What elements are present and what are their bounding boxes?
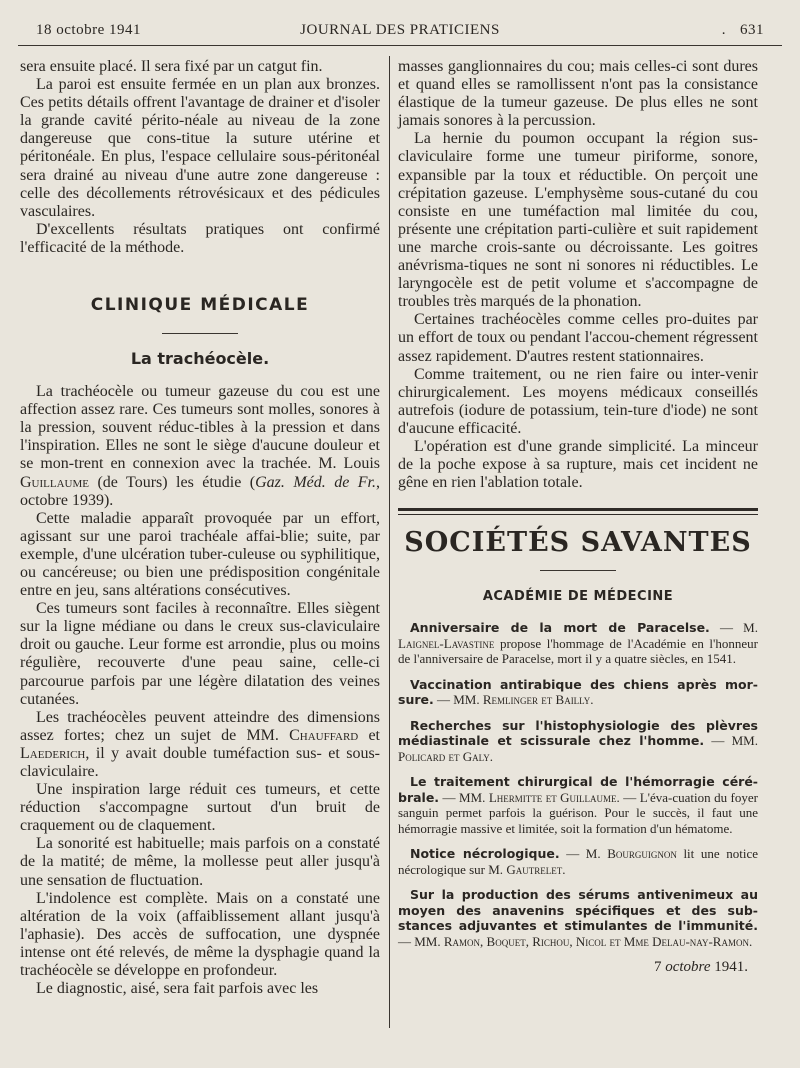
section-banner: SOCIÉTÉS SAVANTES [404, 527, 752, 559]
issue-date: 18 octobre 1941 [36, 22, 141, 38]
paragraph: La sonorité est habituelle; mais parfois on a constaté de la matité; de même, la mollesse peut aller jusqu'à une sensation de fluctuation. [20, 835, 380, 889]
paragraph: Certaines trachéocèles comme celles pro-duites par un effort de toux ou pendant l'accou-chement régressent assez rapidement. D'autres restent stationnaires. [398, 311, 758, 365]
author-name: Guillaume [20, 473, 89, 491]
section-rule [162, 333, 238, 334]
journal-title: JOURNAL DES PRATICIENS [300, 22, 500, 38]
header-rule [18, 45, 782, 46]
section-title: CLINIQUE MÉDICALE [90, 295, 310, 316]
paragraph: Comme traitement, ou ne rien faire ou inter-venir chirurgicalement. Les moyens médicaux conseillés autrefois (iodure de potassium, tein-ture d'iode) ne sont d'aucune efficacité. [398, 365, 758, 437]
paragraph: L'opération est d'une grande simplicité. La minceur de la poche expose à sa rupture, mais cet incident ne gêne en rien l'ablation totale. [398, 437, 758, 492]
paragraph: La trachéocèle ou tumeur gazeuse du cou est une affection assez rare. Ces tumeurs sont molles, sonores à la pression, souvent réduc-tibles à la pression et dans l'inspiration. Elles ne sont le siège d'aucune douleur et se mon-trent en connexion avec la trachée. M. Louis Guillaume (de Tours) les étudie (Gaz. Méd. de Fr., octobre 1939). [20, 383, 381, 509]
paragraph: L'indolence est complète. Mais on a constaté une altération de la voix (affaiblissement allant jusqu'à l'aphasie). Des accès de suffocation, une dyspnée intense ont été relevés, de même la dysphagie quand la trachéocèle se développe en profondeur. [20, 889, 380, 980]
paragraph: La paroi est ensuite fermée en un plan aux bronzes. Ces petits détails offrent l'avantage de drainer et d'isoler la grande cavité périto-néale au niveau de la zone dangereuse que cons-titue la suture utérine et péritonéale. En plus, l'espace cellulaire sous-péritonéal sera drainé au niveau d'une autre zone dangereuse : celle des décollements rétrovésicaux et des pédicules vasculaires. [20, 76, 380, 220]
subsection-title: ACADÉMIE DE MÉDECINE [482, 589, 674, 605]
paragraph: Les trachéocèles peuvent atteindre des dimensions assez fortes; chez un sujet de MM. Chauffard et Laederich, il y avait double tuméfaction sus- et sous-claviculaire. [20, 708, 380, 780]
right-column [398, 58, 758, 976]
session-item: Notice nécrologique. — M. Bourguignon lit une notice nécrologique sur M. Gautrelet. [398, 846, 758, 877]
running-header [18, 18, 782, 46]
paragraph: Ces tumeurs sont faciles à reconnaître. Elles siègent sur la ligne médiane ou dans le creux sus-claviculaire droit ou gauche. Leur forme est arrondie, plus ou moins régulière, recouverte d'une peau saine, celle-ci parcourue parfois par une légère dilatation des veines cutanées. [20, 600, 380, 708]
paragraph: masses ganglionnaires du cou; mais celles-ci sont dures et quand elles se ramollissent n'ont pas la consistance élastique de la tumeur gazeuse. De plus elles ne sont jamais sonores à la percussion. [398, 58, 758, 130]
paragraph: sera ensuite placé. Il sera fixé par un catgut fin. [20, 58, 323, 75]
paragraph: Une inspiration large réduit ces tumeurs, et cette réduction s'accompagne surtout d'un bruit de craquement ou de claquement. [20, 781, 380, 835]
column-divider [389, 56, 390, 1028]
paragraph: D'excellents résultats pratiques ont confirmé l'efficacité de la méthode. [20, 220, 380, 256]
header-dot: . [721, 22, 726, 38]
signoff-date: 7 octobre 1941. [653, 959, 748, 976]
left-column [20, 58, 380, 998]
session-item: Vaccination antirabique des chiens après mor-sure. — MM. Remlinger et Bailly. [398, 676, 758, 708]
section-double-rule [398, 508, 758, 515]
paragraph: Le diagnostic, aisé, sera fait parfois avec les [36, 980, 319, 998]
author-name: Laederich [20, 744, 86, 762]
journal-reference: Gaz. Méd. de Fr. [255, 473, 377, 491]
section-rule [540, 570, 616, 571]
paragraph: Cette maladie apparaît provoquée par un effort, agissant sur une paroi trachéale affai-blie; suite, par exemple, d'une ulcération tuber-culeuse ou syphilitique, ou cancéreuse; ou bien une prédisposition congénitale entre en jeu, sans altérations consécutives. [20, 509, 380, 600]
author-name: Chauffard [289, 726, 359, 744]
paragraph: La hernie du poumon occupant la région sus-claviculaire forme une tumeur piriforme, sonore, expansible par la toux et réductible. On perçoit une crépitation gazeuse. L'emphysème sous-cutané du cou consiste en une tuméfaction mal limitée du cou, présente une crépitation parti-culière et suit rapidement une marche crois-sante ou décroissante. Les goitres anévrisma-tiques ne sont ni sonores ni réductibles. Le laryngocèle est de petit volume et s'accompagne de troubles très marqués de la phonation. [398, 130, 758, 311]
article-title: La trachéocèle. [130, 349, 270, 369]
page-number: 631 [740, 22, 764, 38]
session-item: Sur la production des sérums antivenimeux au moyen des anavenins spécifiques et des sub-stances adjuvantes et stimulantes de l'immunité. — MM. Ramon, Boquet, Richou, Nicol et Mme Delau-nay-Ramon. [398, 887, 758, 949]
session-item: Recherches sur l'histophysiologie des plèvres médiastinale et scissurale chez l'homme. — MM. Policard et Galy. [398, 717, 758, 764]
session-item: Anniversaire de la mort de Paracelse. — M. Laignel-Lavastine propose l'hommage de l'Académie en l'honneur de l'anniversaire de Paracelse, mort il y a quatre siècles, en 1541. [398, 620, 758, 667]
session-item: Le traitement chirurgical de l'hémorragie céré-brale. — MM. Lhermitte et Guillaume. — L'éva-cuation du foyer sanguin permet parfois la guérison. Pour le succès, il faut une hémorragie massive et limitée, soit la formation d'un hématome. [398, 774, 758, 836]
